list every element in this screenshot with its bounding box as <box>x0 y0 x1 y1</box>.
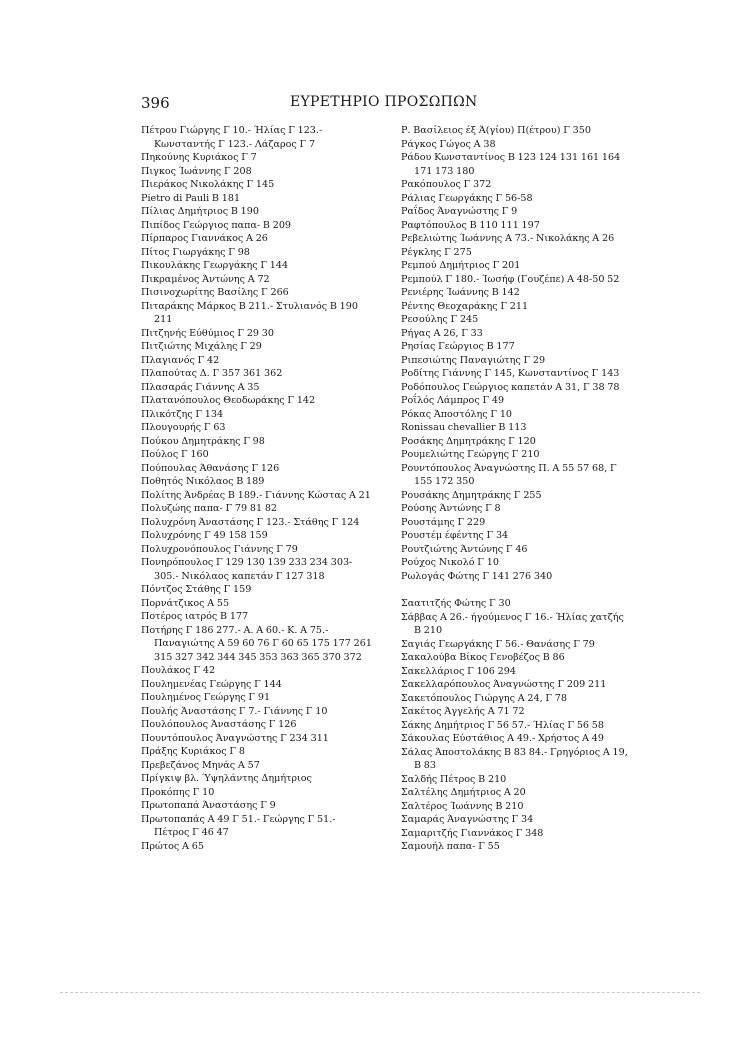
index-entry: Πηκούνης Κυριάκος Γ 7 <box>141 152 257 163</box>
index-entry: Πορνάτζικος Α 55 <box>141 597 230 609</box>
index-entry: Πουντόπουλος Άναγνώστης Γ 234 311 <box>141 732 329 744</box>
index-entry: Πούπουλας Άθανάσης Γ 126 <box>141 462 280 474</box>
index-entry: Πονηρόπουλος Γ 129 130 139 233 234 303-305.- Νικόλαος καπετάν Γ 127 318 <box>141 557 353 582</box>
index-entry: Ράδου Κωνσταντίνος Β 123 124 131 161 164 171 173 180 <box>401 152 621 177</box>
index-entry: Πικουλάκης Γεωργάκης Γ 144 <box>141 260 289 271</box>
scan-artifact-line <box>60 992 700 993</box>
index-entry: Ροδόπουλος Γεώργιος καπετάν Α 31, Γ 38 78 <box>401 381 620 393</box>
letter-section-gap <box>401 583 633 597</box>
index-entry: Ποτέρος ιατρός Β 177 <box>141 611 249 622</box>
index-entry: Πικραμένος Άντώνης Α 72 <box>141 273 270 285</box>
index-entry: Πολυχρόνης Γ 49 158 159 <box>141 530 268 541</box>
index-entry: Πιγκος Ίωάννης Γ 208 <box>141 165 252 177</box>
index-entry: Ρόκας Άποστόλης Γ 10 <box>401 408 513 420</box>
index-entry: Σαλδής Πέτρος Β 210 <box>401 773 507 785</box>
index-entry: Σαγιάς Γεωργάκης Γ 56.- Θανάσης Γ 79 <box>401 638 595 650</box>
index-entry: Ρεμπούλ Γ 180.- Ίωσήφ (Γουζέπε) Α 48-50 52 <box>401 273 620 285</box>
index-entry: Πιεράκος Νικολάκης Γ 145 <box>141 179 275 190</box>
index-entry: Πλικότζης Γ 134 <box>141 408 224 420</box>
index-entry: Πολίτης Άνδρέας Β 189.- Γιάννης Κώστας Α 21 <box>141 489 371 501</box>
index-entry: Πισινοχωρίτης Βασίλης Γ 266 <box>141 287 289 298</box>
index-entry: Πολυζώης παπα- Γ 79 81 82 <box>141 503 278 514</box>
index-entry: Σαλτέλης Δημήτριος Α 20 <box>401 787 526 798</box>
index-entry: Πουλημένος Γεώργης Γ 91 <box>141 692 271 703</box>
index-entry: Ronissau chevallier B 113 <box>401 422 527 433</box>
index-entry: Πίρπαρος Γιαννάκος Α 26 <box>141 233 268 244</box>
index-entry: Σαμαράς Άναγνώστης Γ 34 <box>401 814 534 825</box>
index-entry: Σάκης Δημήτριος Γ 56 57.- Ήλίας Γ 56 58 <box>401 719 604 731</box>
index-entry: Πούλος Γ 160 <box>141 449 209 460</box>
index-entry: Σαμουήλ παπα- Γ 55 <box>401 841 500 852</box>
index-entry: Πρωτοπαπάς Α 49 Γ 51.- Γεώργης Γ 51.- Πέτρος Γ 46 47 <box>141 813 336 838</box>
index-entry: Πιπίδος Γεώργιος παπα- Β 209 <box>141 219 292 231</box>
index-entry: Σαλτέρος Ίωάννης Β 210 <box>401 800 524 812</box>
index-entry: Ρησίας Γεώργιος Β 177 <box>401 341 515 352</box>
index-entry: Ραΐδος Άναγνώστης Γ 9 <box>401 206 518 217</box>
index-entry: Ράλιας Γεωργάκης Γ 56-58 <box>401 192 533 204</box>
index-entry: Πιτζιώτης Μιχάλης Γ 29 <box>141 341 262 352</box>
index-entry: Ρήγας Α 26, Γ 33 <box>401 327 483 339</box>
index-entry: Σαατιτζής Φώτης Γ 30 <box>401 598 511 609</box>
index-entry: Πλουγουρής Γ 63 <box>141 422 226 433</box>
index-entry: Ρακόπουλος Γ 372 <box>401 179 492 190</box>
index-entry: Ροσάκης Δημητράκης Γ 120 <box>401 435 536 447</box>
index-entry: Ροδίτης Γιάννης Γ 145, Κωνσταντίνος Γ 143 <box>401 368 620 379</box>
index-entry: Σακελλάριος Γ 106 294 <box>401 665 516 677</box>
index-entry: Ποτήρης Γ 186 277.- Α. Α 60.- Κ. Α 75.- Παναγιώτης Α 59 60 76 Γ 60 65 175 177 261 315 327 342 344 345 353 363 365 370 372 <box>141 624 372 663</box>
index-entry: Πέτρου Γιώργης Γ 10.- Ήλίας Γ 123.- Κωνσταντής Γ 123.- Λάζαρος Γ 7 <box>141 125 323 150</box>
index-entry: Ρεμπού Δημήτριος Γ 201 <box>401 260 521 271</box>
index-entry: Πλατανόπουλος Θεοδωράκης Γ 142 <box>141 395 316 406</box>
index-entry: Ρουστέμ έφέντης Γ 34 <box>401 530 509 541</box>
index-entry: Ρ. Βασίλειος έξ Ά(γίου) Π(έτρου) Γ 350 <box>401 125 591 136</box>
index-entry: Πρωτοπαπά Άναστάσης Γ 9 <box>141 800 276 811</box>
index-entry: Πουλάκος Γ 42 <box>141 665 216 676</box>
index-entry: Σακελλαρόπουλος Άναγνώστης Γ 209 211 <box>401 679 607 690</box>
index-entry: Σακέτος Άγγελής Α 71 72 <box>401 706 525 717</box>
index-entry: Ρουτζιώτης Άντώνης Γ 46 <box>401 543 528 555</box>
index-entry: Σάλας Άποστολάκης Β 83 84.- Γρηγόριος Α 19, Β 83 <box>401 746 628 771</box>
index-entry: Σαμαριτζής Γιαννάκος Γ 348 <box>401 827 544 839</box>
index-entry: Πρώτος Α 65 <box>141 840 204 852</box>
index-entry: Ράγκος Γώγος Α 38 <box>401 138 496 150</box>
index-entry: Προκόπης Γ 10 <box>141 786 215 798</box>
index-entry: Ποθητός Νικόλαος Β 189 <box>141 476 265 487</box>
index-entry: Ρωλογάς Φώτης Γ 141 276 340 <box>401 570 553 582</box>
index-entry: Πολυχρονόπουλος Γιάννης Γ 79 <box>141 543 298 555</box>
index-entry: Πιτζηνής Εύθύμιος Γ 29 30 <box>141 327 274 339</box>
index-entry: Πουλημενέας Γεώργης Γ 144 <box>141 678 282 690</box>
index-entry: Πιταράκης Μάρκος Β 211.- Στυλιανός Β 190 211 <box>141 300 358 325</box>
index-entry: Πλαγιανός Γ 42 <box>141 354 220 366</box>
index-entry: Ρουμελιώτης Γεώργης Γ 210 <box>401 449 540 460</box>
index-entry: Ρεσούλης Γ 245 <box>401 314 479 325</box>
index-entry: Πλαπούτας Δ. Γ 357 361 362 <box>141 368 283 379</box>
index-entry: Πόντζος Στάθης Γ 159 <box>141 584 252 595</box>
index-entry: Σάββας Α 26.- ήγούμενος Γ 16.- Ήλίας χατζής Β 210 <box>401 611 624 636</box>
index-column-left <box>141 124 373 853</box>
index-entry: Πρεβεζάνος Μηνάς Α 57 <box>141 759 260 771</box>
index-entry: Πούκου Δημητράκης Γ 98 <box>141 435 265 447</box>
index-entry: Πολυχρόνη Άναστάσης Γ 123.- Στάθης Γ 124 <box>141 516 360 528</box>
index-entry: Ροΐλός Λάμπρος Γ 49 <box>401 395 505 406</box>
index-entry: Ρουντόπουλος Άναγνώστης Π. Α 55 57 68, Γ 155 172 350 <box>401 462 617 487</box>
page-title: ΕΥΡΕΤΗΡΙΟ ΠΡΟΣΩΠΩΝ <box>290 94 478 110</box>
index-column-right <box>401 124 633 854</box>
index-entry: Σάκουλας Εύστάθιος Α 49.- Χρήστος Α 49 <box>401 733 604 744</box>
index-entry: Πράξης Κυριάκος Γ 8 <box>141 746 245 757</box>
index-entry: Ρέγκλης Γ 275 <box>401 246 472 258</box>
index-entry: Ρούσης Άντώνης Γ 8 <box>401 503 501 514</box>
index-entry: Πίτος Γιωργάκης Γ 98 <box>141 246 250 258</box>
index-entry: Πλασαράς Γιάννης Α 35 <box>141 381 260 393</box>
index-entry: Ρουστάμης Γ 229 <box>401 516 486 528</box>
index-entry: Πουλής Άναστάσης Γ 7.- Γιάννης Γ 10 <box>141 705 328 717</box>
index-entry: Πουλόπουλος Άναστάσης Γ 126 <box>141 719 297 730</box>
index-entry: Ρούχος Νικολό Γ 10 <box>401 557 499 568</box>
index-entry: Πίλιας Δημήτριος Β 190 <box>141 206 259 217</box>
index-entry: Ρενιέρης Ίωάννης Β 142 <box>401 287 520 298</box>
index-entry: Ρέντης Θεοχαράκης Γ 211 <box>401 300 529 312</box>
index-entry: Σακετόπουλος Γιώργης Α 24, Γ 78 <box>401 692 567 704</box>
index-entry: Pietro di Pauli B 181 <box>141 192 241 204</box>
index-entry: Ρεβελιώτης Ίωάννης Α 73.- Νικολάκης Α 26 <box>401 233 615 244</box>
index-entry: Ρουσάκης Δημητράκης Γ 255 <box>401 489 542 501</box>
index-entry: Ραφτόπουλος Β 110 111 197 <box>401 219 540 231</box>
index-entry: Σακαλούβα Βίκος Γενοβέζος Β 86 <box>401 652 565 663</box>
index-entry: Πρίγκιψ βλ. Ύψηλάντης Δημήτριος <box>141 773 312 784</box>
page-number: 396 <box>141 94 170 112</box>
index-entry: Ριπεσιώτης Παναγιώτης Γ 29 <box>401 354 546 366</box>
